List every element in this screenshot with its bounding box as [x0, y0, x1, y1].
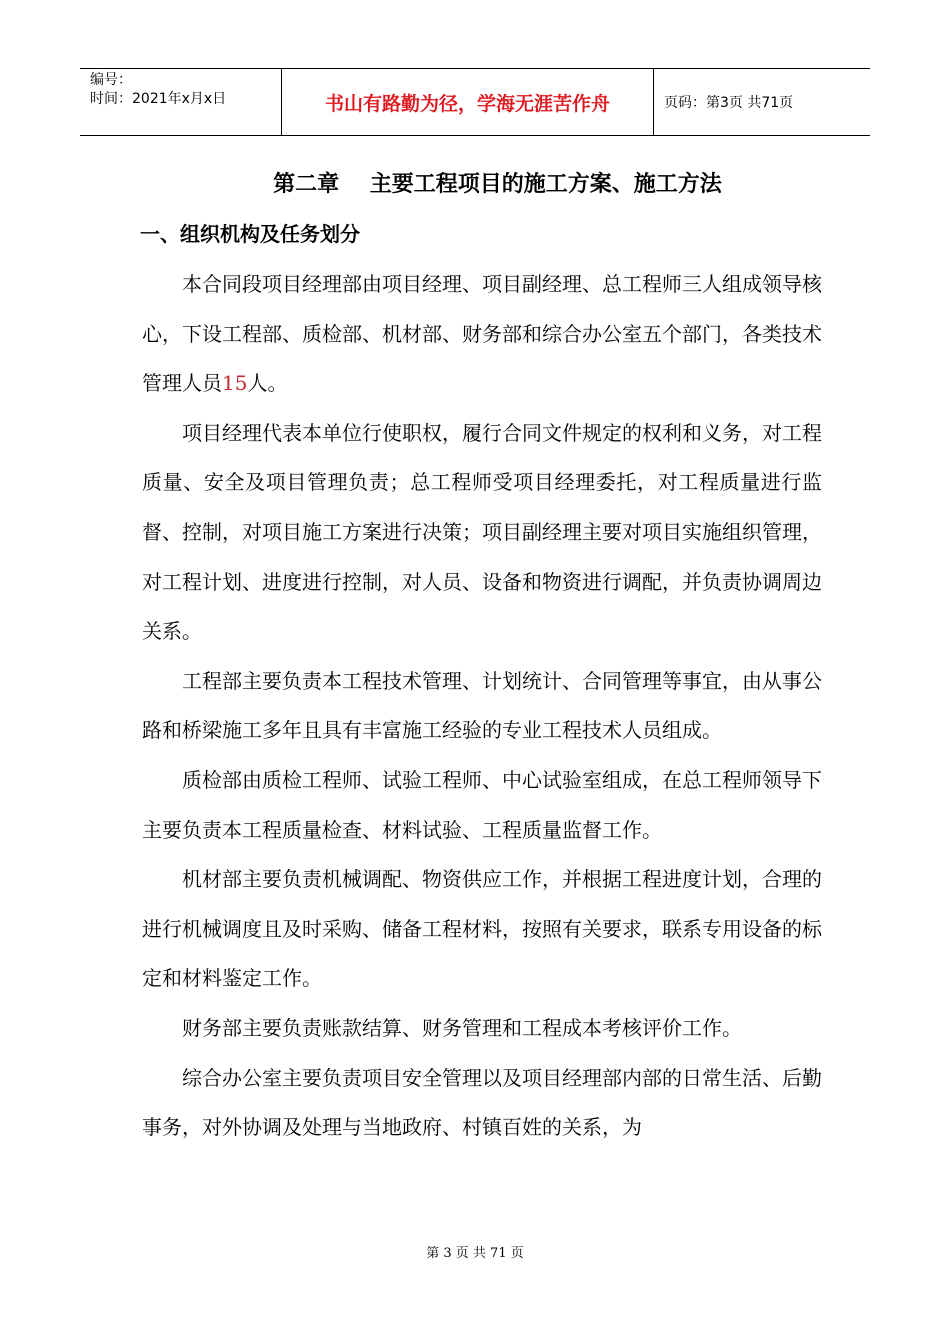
page-footer: 第 3 页 共 71 页: [426, 1246, 524, 1261]
header-page-info: 页码：第3页 共71页: [664, 95, 794, 111]
paragraph-text: 人。: [247, 371, 288, 396]
paragraph-materials-dept: 机材部主要负责机械调配、物资供应工作，并根据工程进度计划，合理的进行机械调度且及时采购、储备工程材料，按照有关要求，联系专用设备的标定和材料鉴定工作。: [142, 867, 822, 991]
header-motto: 书山有路勤为径，学海无涯苦作舟: [282, 69, 654, 135]
paragraph-organization: [142, 260, 822, 409]
paragraph-quality-dept: 质检部由质检工程师、试验工程师、中心试验室组成，在总工程师领导下主要负责本工程质量检查、材料试验、工程质量监督工作。: [142, 767, 822, 842]
header-meta-cell: [80, 69, 282, 135]
staff-count: 15: [222, 371, 248, 396]
page-header: [80, 68, 870, 136]
paragraph-engineering-dept: 工程部主要负责本工程技术管理、计划统计、合同管理等事宜，由从事公路和桥梁施工多年且具有丰富施工经验的专业工程技术人员组成。: [142, 668, 822, 743]
section-title: 一、组织机构及任务划分: [140, 222, 360, 246]
document-time-label: 时间：2021年x月x日: [90, 91, 227, 107]
paragraph-general-office: 综合办公室主要负责项目安全管理以及项目经理部内部的日常生活、后勤事务，对外协调及处理与当地政府、村镇百姓的关系，为: [142, 1065, 822, 1140]
document-body: [142, 260, 822, 1153]
chapter-title: 第二章 主要工程项目的施工方案、施工方法: [273, 172, 722, 197]
document-number-label: 编号：: [90, 72, 132, 88]
paragraph-finance-dept: 财务部主要负责账款结算、财务管理和工程成本考核评价工作。: [182, 1015, 742, 1040]
paragraph-text: 本合同段项目经理部由项目经理、项目副经理、总工程师三人组成领导核心，下设工程部、质检部、机材部、财务部和综合办公室五个部门，各类技术管理人员: [142, 272, 822, 396]
paragraph-project-manager: 项目经理代表本单位行使职权，履行合同文件规定的权利和义务，对工程质量、安全及项目管理负责；总工程师受项目经理委托，对工程质量进行监督、控制，对项目施工方案进行决策；项目副经理主要对项目实施组织管理，对工程计划、进度进行控制，对人员、设备和物资进行调配，并负责协调周边关系。: [142, 420, 822, 644]
